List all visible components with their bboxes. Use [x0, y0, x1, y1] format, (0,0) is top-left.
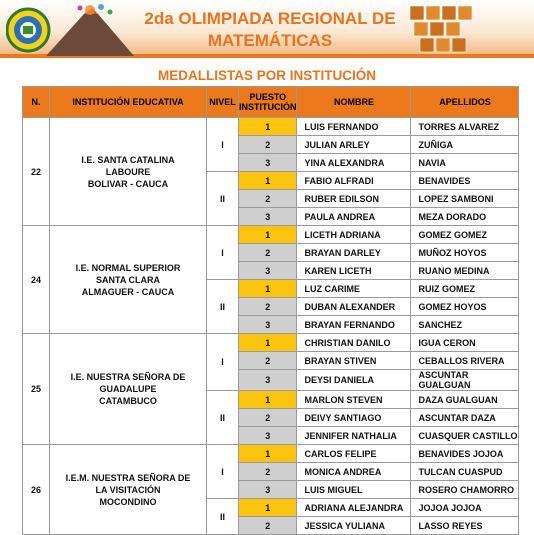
title-line-1: 2da OLIMPIADA REGIONAL DE: [144, 9, 396, 28]
name-cell: PAULA ANDREA: [297, 208, 411, 226]
name-cell: BRAYAN FERNANDO: [297, 316, 411, 334]
place-cell: 1: [239, 280, 297, 298]
place-cell: 3: [239, 208, 297, 226]
place-cell: 3: [239, 481, 297, 499]
institution-name: [50, 118, 207, 226]
surname-cell: NAVIA: [411, 154, 519, 172]
place-cell: 2: [239, 136, 297, 154]
surname-cell: RUIZ GOMEZ: [411, 280, 519, 298]
name-cell: DEIVY SANTIAGO: [297, 409, 411, 427]
place-cell: 3: [239, 370, 297, 391]
surname-cell: LOPEZ SAMBONI: [411, 190, 519, 208]
column-header-institution: INSTITUCIÓN EDUCATIVA: [50, 87, 207, 118]
place-cell: 2: [239, 517, 297, 535]
surname-cell: CUASQUER CASTILLO: [411, 427, 519, 445]
name-cell: ADRIANA ALEJANDRA: [297, 499, 411, 517]
place-cell: 2: [239, 463, 297, 481]
level-cell: I: [207, 445, 239, 499]
surname-cell: GOMEZ GOMEZ: [411, 226, 519, 244]
place-cell: 1: [239, 118, 297, 136]
institution-name-line: GUADALUPE: [99, 384, 157, 394]
column-header-level: NIVEL: [207, 87, 239, 118]
name-cell: DUBAN ALEXANDER: [297, 298, 411, 316]
institution-name-line: SANTA CLARA: [96, 274, 160, 285]
ormudenar-cube-logo-icon: [406, 2, 476, 56]
level-cell: II: [207, 499, 239, 535]
place-cell: 3: [239, 262, 297, 280]
institution-name-line: I.E. SANTA CATALINA: [81, 154, 175, 165]
level-cell: I: [207, 334, 239, 391]
name-cell: LUIS FERNANDO: [297, 118, 411, 136]
place-cell: 1: [239, 499, 297, 517]
place-cell: 2: [239, 352, 297, 370]
institution-name-line: ALMAGUER - CAUCA: [81, 286, 175, 297]
surname-cell: SANCHEZ: [411, 316, 519, 334]
surname-cell: BENAVIDES JOJOA: [411, 445, 519, 463]
institution-name-line: LA VISITACIÓN: [95, 484, 161, 495]
surname-cell: ASCUNTAR GUALGUAN: [411, 370, 519, 391]
header-banner: [0, 0, 534, 58]
name-cell: LUZ CARIME: [297, 280, 411, 298]
institution-name-line: BOLIVAR - CAUCA: [87, 178, 169, 189]
place-cell: 3: [239, 427, 297, 445]
place-cell: 1: [239, 391, 297, 409]
level-cell: I: [207, 226, 239, 280]
name-cell: RUBER EDILSON: [297, 190, 411, 208]
name-cell: LICETH ADRIANA: [297, 226, 411, 244]
institution-name-line: LABOURE: [105, 166, 151, 177]
institution-number: 24: [23, 226, 50, 334]
institution-name: [50, 226, 207, 334]
name-cell: BRAYAN STIVEN: [297, 352, 411, 370]
institution-number: 26: [23, 445, 50, 535]
place-cell: 3: [239, 316, 297, 334]
olympiad-logo-icon: [6, 4, 134, 56]
table-row: [23, 445, 519, 463]
name-cell: YINA ALEXANDRA: [297, 154, 411, 172]
name-cell: JENNIFER NATHALIA: [297, 427, 411, 445]
medalists-table: [22, 86, 519, 535]
name-cell: BRAYAN DARLEY: [297, 244, 411, 262]
surname-cell: MEZA DORADO: [411, 208, 519, 226]
surname-cell: TULCAN CUASPUD: [411, 463, 519, 481]
surname-cell: ZUÑIGA: [411, 136, 519, 154]
surname-cell: IGUA CERON: [411, 334, 519, 352]
name-cell: JULIAN ARLEY: [297, 136, 411, 154]
name-cell: DEYSI DANIELA: [297, 370, 411, 391]
surname-cell: GOMEZ HOYOS: [411, 298, 519, 316]
place-cell: 1: [239, 172, 297, 190]
name-cell: JESSICA YULIANA: [297, 517, 411, 535]
surname-cell: TORRES ALVAREZ: [411, 118, 519, 136]
institution-name: [50, 445, 207, 535]
name-cell: CARLOS FELIPE: [297, 445, 411, 463]
surname-cell: ROSERO CHAMORRO: [411, 481, 519, 499]
institution-name-line: CATAMBUCO: [99, 396, 157, 406]
table-row: [23, 334, 519, 352]
place-cell: 1: [239, 226, 297, 244]
table-row: [23, 226, 519, 244]
name-cell: MARLON STEVEN: [297, 391, 411, 409]
name-cell: CHRISTIAN DANILO: [297, 334, 411, 352]
place-cell: 2: [239, 244, 297, 262]
surname-cell: LASSO REYES: [411, 517, 519, 535]
name-cell: FABIO ALFRADI: [297, 172, 411, 190]
surname-cell: ASCUNTAR DAZA: [411, 409, 519, 427]
institution-name-line: I.E. NUESTRA SEÑORA DE: [70, 372, 186, 382]
institution-name: [50, 334, 207, 445]
institution-name-line: MOCONDINO: [99, 496, 157, 507]
surname-cell: DAZA GUALGUAN: [411, 391, 519, 409]
level-cell: II: [207, 280, 239, 334]
level-cell: II: [207, 172, 239, 226]
table-row: [23, 118, 519, 136]
institution-number: 25: [23, 334, 50, 445]
surname-cell: CEBALLOS RIVERA: [411, 352, 519, 370]
level-cell: II: [207, 391, 239, 445]
place-cell: 2: [239, 409, 297, 427]
place-cell: 2: [239, 298, 297, 316]
name-cell: MONICA ANDREA: [297, 463, 411, 481]
place-cell: 1: [239, 445, 297, 463]
surname-cell: MUÑOZ HOYOS: [411, 244, 519, 262]
surname-cell: JOJOA JOJOA: [411, 499, 519, 517]
place-cell: 1: [239, 334, 297, 352]
column-header-surname: APELLIDOS: [411, 87, 519, 118]
column-header-number: N.: [23, 87, 50, 118]
name-cell: KAREN LICETH: [297, 262, 411, 280]
institution-name-line: I.E.M. NUESTRA SEÑORA DE: [65, 472, 191, 483]
level-cell: I: [207, 118, 239, 172]
title-line-2: MATEMÁTICAS: [207, 31, 333, 50]
column-header-place: PUESTO INSTITUCIÓN: [239, 87, 297, 118]
institution-name-line: I.E. NORMAL SUPERIOR: [75, 262, 181, 273]
place-cell: 3: [239, 154, 297, 172]
column-header-name: NOMBRE: [297, 87, 411, 118]
name-cell: LUIS MIGUEL: [297, 481, 411, 499]
table-header-row: [23, 87, 519, 118]
surname-cell: BENAVIDES: [411, 172, 519, 190]
institution-number: 22: [23, 118, 50, 226]
page-subtitle: MEDALLISTAS POR INSTITUCIÓN: [158, 68, 376, 83]
surname-cell: RUANO MEDINA: [411, 262, 519, 280]
place-cell: 2: [239, 190, 297, 208]
